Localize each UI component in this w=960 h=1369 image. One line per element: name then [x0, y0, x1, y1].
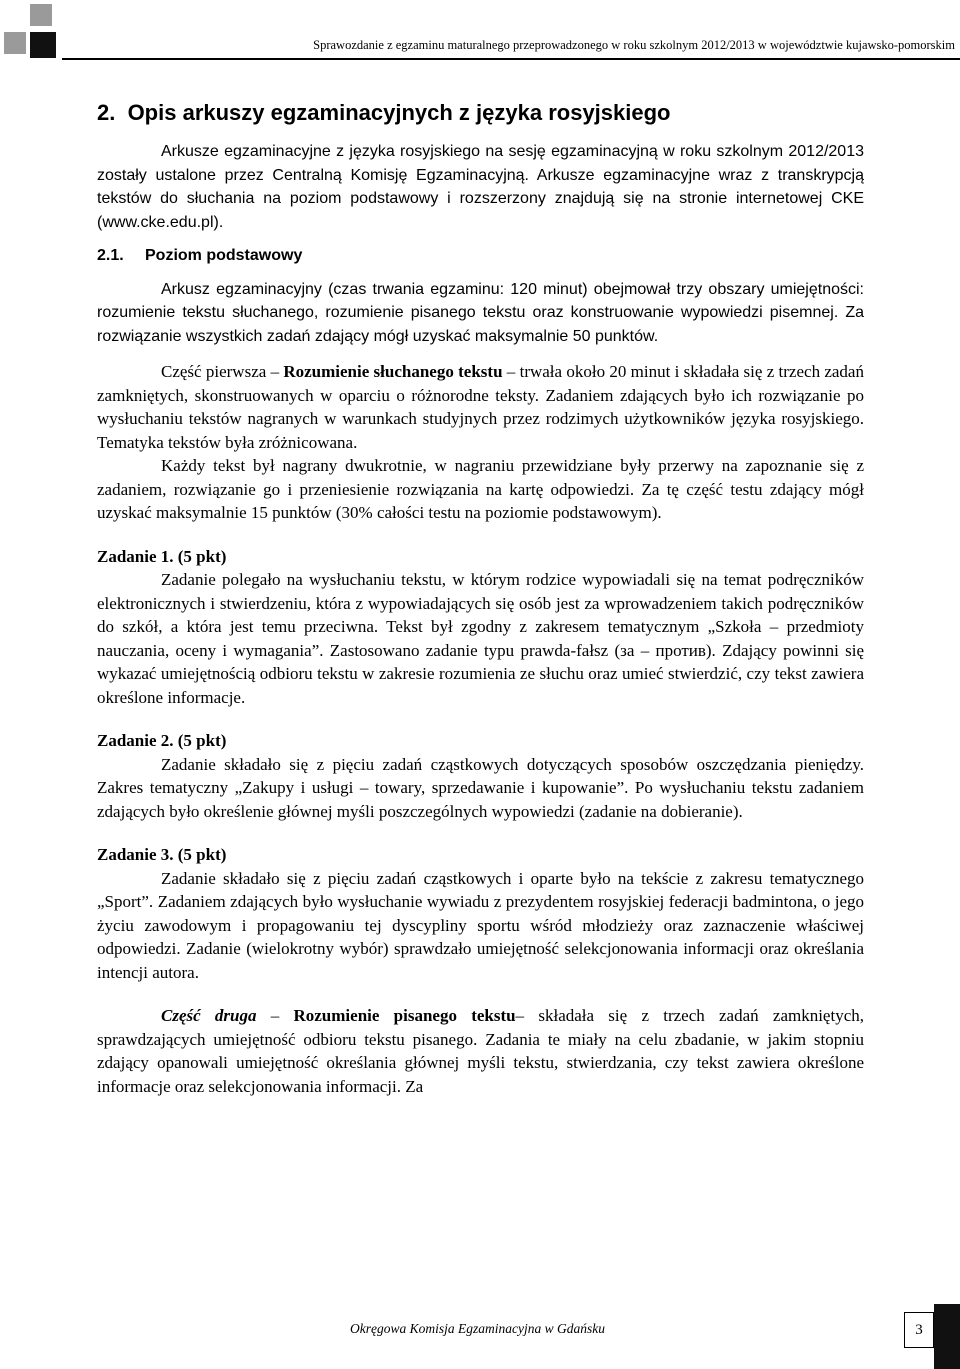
task-2-body: Zadanie składało się z pięciu zadań cząstkowych dotyczących sposobów oszczędzania pieniędzy. Zakres tematyczny „Zakupy i usługi – towary, sprzedawanie i kupowanie”. Po wysłuchaniu tekstu zadaniem zdających było określenie głównej myśli poszczególnych wypowiedzi (zadanie na dobieranie). — [97, 754, 864, 821]
page-header: Sprawozdanie z egzaminu maturalnego przeprowadzonego w roku szkolnym 2012/2013 w województwie kujawsko-pomorskim — [313, 38, 955, 52]
subsection-heading — [97, 244, 864, 268]
document-body — [97, 140, 864, 1098]
part1-rest: – trwała około 20 minut i składała się z trzech zadań zamkniętych, skonstruowanych w oparciu o różnorodne teksty. Zadaniem zdających było ich rozwiązanie po wysłuchaniu tekstów nagranych w warunkach studyjnych przez rodzimych użytkowników języka rosyjskiego. Tematyka tekstów była zróżnicowana. — [97, 362, 864, 452]
page-corner-bar — [934, 1304, 960, 1369]
part1-lead: Część pierwsza – — [161, 362, 284, 381]
part2-paragraph — [97, 1004, 864, 1098]
subsection-number: 2.1. — [97, 247, 124, 264]
page-number: 3 — [904, 1312, 934, 1348]
oke-logo — [4, 4, 58, 58]
task-1-heading: Zadanie 1. (5 pkt) — [97, 546, 227, 566]
task-3-heading: Zadanie 3. (5 pkt) — [97, 845, 227, 864]
subsection-title: Poziom podstawowy — [145, 247, 303, 264]
subsection-paragraph: Arkusz egzaminacyjny (czas trwania egzaminu: 120 minut) obejmował trzy obszary umiejętności: rozumienie tekstu słuchanego, rozumienie pisanego tekstu oraz konstruowanie wypowiedzi pisemnej. Za rozwiązanie wszystkich zadań zdający mógł uzyskać maksymalnie 50 punktów. — [97, 280, 864, 345]
part2-rest: – składała się z trzech zadań zamkniętych, sprawdzających umiejętność odbioru tekstu pisanego. Zadania te miały na celu zbadanie, w jakim stopniu zdający opanowali umiejętność określania głównej myśli tekstu, stwierdzania, czy tekst zawiera określone informacje oraz selekcjonowania informacji. Za — [97, 1006, 864, 1096]
task-1-body: Zadanie polegało na wysłuchaniu tekstu, w którym rodzice wypowiadali się na temat podręczników elektronicznych i stwierdzeniu, która z wypowiadających się osób jest za wprowadzeniem takich podręczników do szkół, a która jest temu przeciwna. Tekst był zgodny z zakresem tematycznym „Szkoła – przedmioty nauczania, oceny i wymagania”. Zastosowano zadanie typu prawda-fałsz (за – против). Zdający powinni się wykazać umiejętnością odbioru tekstu w zakresie rozumienia ze słuchu oraz umieć stwierdzić, czy tekst zawiera określone informacje. — [97, 570, 864, 707]
part1-paragraph-2: Każdy tekst był nagrany dwukrotnie, w nagraniu przewidziane były przerwy na zapoznanie się z zadaniem, rozwiązanie go i przeniesienie rozwiązania na kartę odpowiedzi. Za tę część testu zdający mógł uzyskać maksymalnie 15 punktów (30% całości testu na poziomie podstawowym). — [97, 456, 864, 522]
header-rule — [62, 58, 960, 60]
section-title: 2. Opis arkuszy egzaminacyjnych z języka rosyjskiego — [97, 100, 671, 125]
part2-lead: Część druga — [161, 1006, 257, 1025]
part1-name: Rozumienie słuchanego tekstu — [283, 362, 503, 381]
part1-paragraph — [97, 360, 864, 454]
task-3-body: Zadanie składało się z pięciu zadań cząstkowych i oparte było na tekście z zakresu tematycznego „Sport”. Zadaniem zdających było wysłuchanie wywiadu z prezydentem rosyjskiej federacji badmintona, o jego życiu zawodowym i propagowaniu tej dyscypliny sportu wśród młodzieży oraz zaznaczenie właściwej odpowiedzi. Zadanie (wielokrotny wybór) sprawdzało umiejętność selekcjonowania informacji oraz określania intencji autora. — [97, 868, 864, 982]
section-intro: Arkusze egzaminacyjne z języka rosyjskiego na sesję egzaminacyjną w roku szkolnym 2012/2013 zostały ustalone przez Centralną Komisję Egzaminacyjną. Arkusze egzaminacyjne wraz z transkrypcją tekstów do słuchania na poziom podstawowy i rozszerzony znajdują się na stronie internetowej CKE (www.cke.edu.pl). — [97, 143, 864, 231]
part2-dash: – — [256, 1006, 294, 1025]
page-footer: Okręgowa Komisja Egzaminacyjna w Gdańsku — [350, 1321, 605, 1336]
part2-name: Rozumienie pisanego tekstu — [293, 1006, 516, 1025]
task-2-heading: Zadanie 2. (5 pkt) — [97, 731, 227, 750]
